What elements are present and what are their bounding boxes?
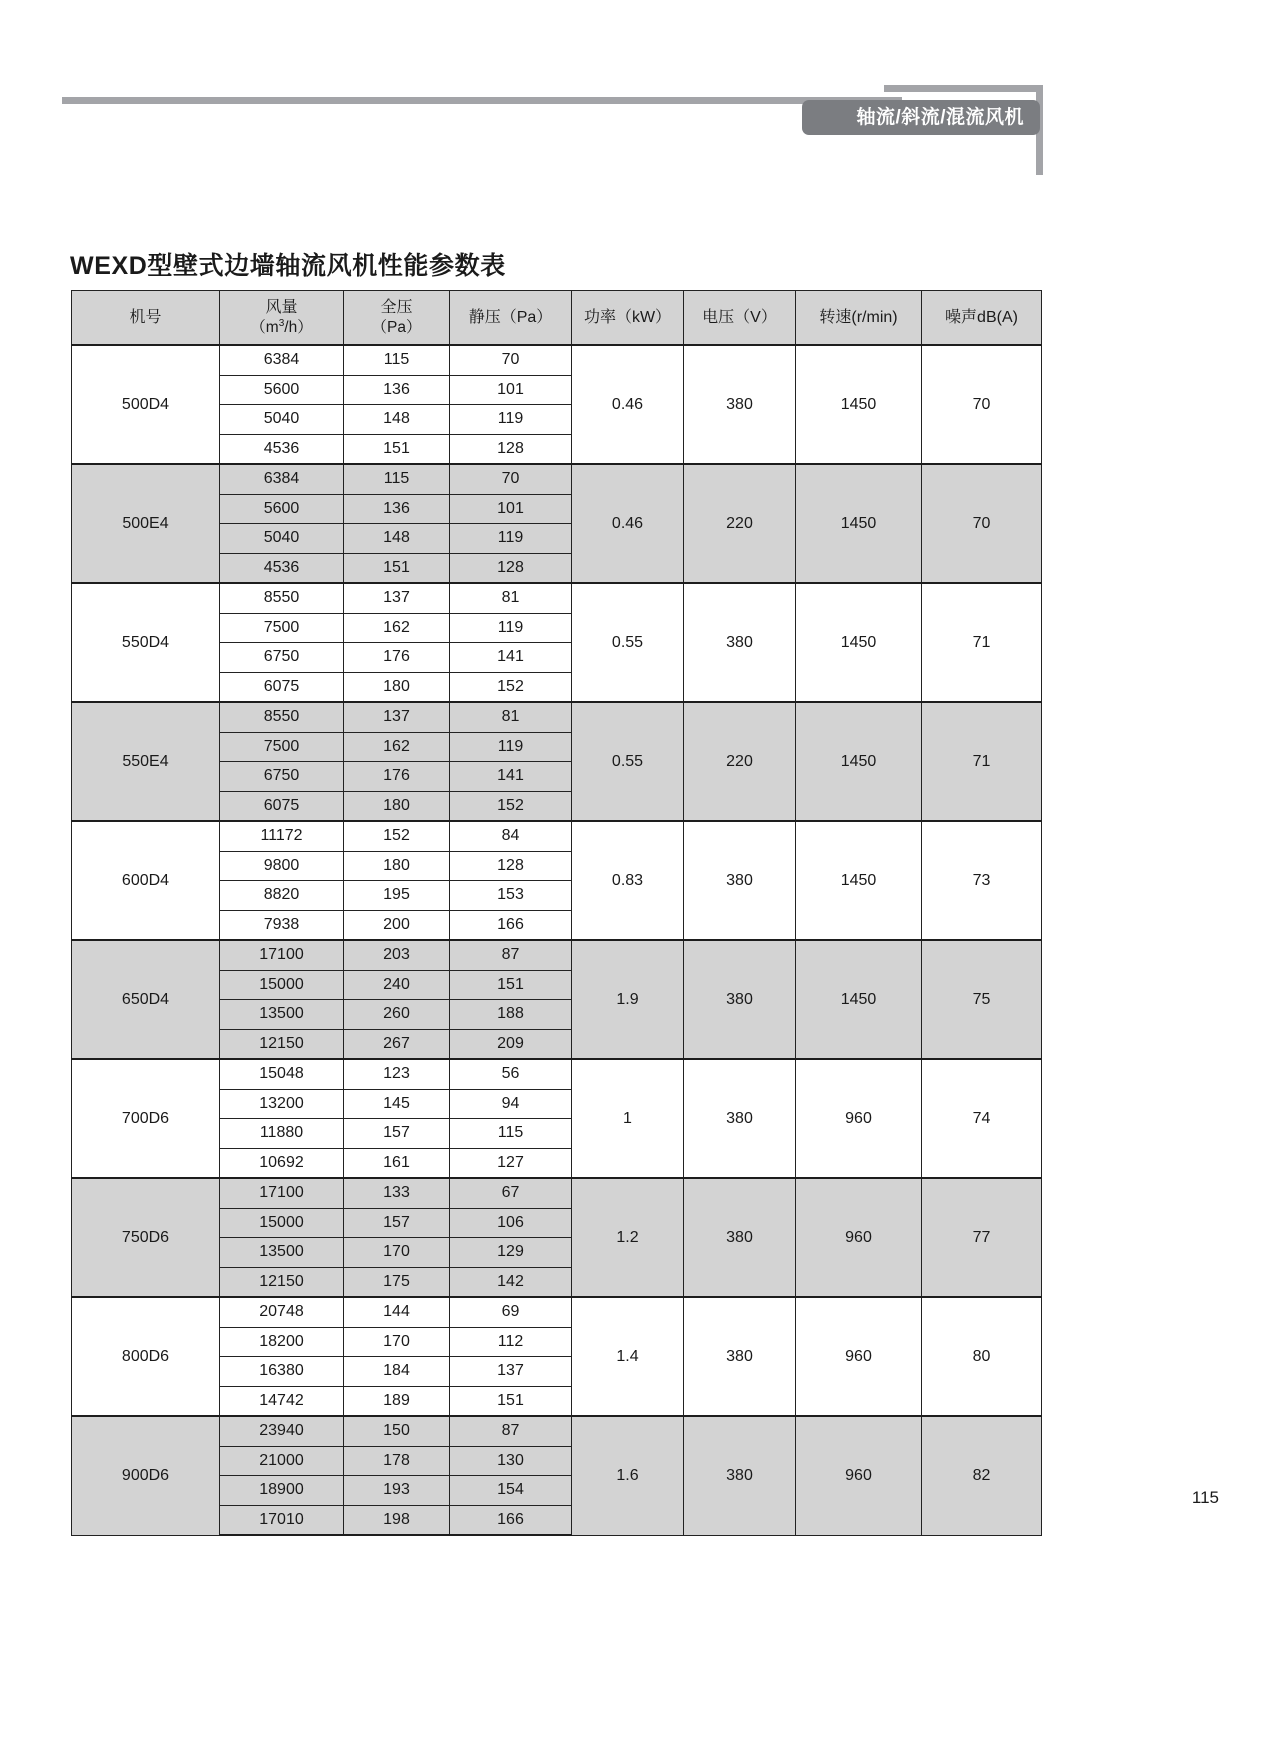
cell-flow: 14742 [220, 1386, 344, 1416]
cell-total: 189 [344, 1386, 450, 1416]
cell-static: 154 [450, 1476, 572, 1506]
column-header-noise [922, 291, 1042, 346]
cell-flow: 7500 [220, 732, 344, 762]
cell-static: 142 [450, 1267, 572, 1297]
column-header-power-label: 功率（kW） [583, 308, 672, 326]
cell-static: 119 [450, 732, 572, 762]
cell-total: 162 [344, 613, 450, 643]
table-row [72, 821, 1042, 851]
cell-total: 180 [344, 791, 450, 821]
page-number: 115 [1191, 1488, 1219, 1507]
cell-static: 70 [450, 345, 572, 375]
cell-flow: 12150 [220, 1029, 344, 1059]
cell-power: 0.46 [572, 464, 684, 583]
cell-flow: 6075 [220, 672, 344, 702]
cell-flow: 15000 [220, 970, 344, 1000]
table-row [72, 1059, 1042, 1089]
cell-static: 112 [450, 1327, 572, 1357]
cell-speed: 960 [796, 1416, 922, 1535]
cell-power: 1.6 [572, 1416, 684, 1535]
cell-static: 152 [450, 791, 572, 821]
cell-total: 180 [344, 851, 450, 881]
cell-speed: 1450 [796, 940, 922, 1059]
table-row [72, 583, 1042, 613]
cell-volt: 220 [684, 464, 796, 583]
column-header-model-label: 机号 [129, 308, 162, 326]
cell-static: 127 [450, 1148, 572, 1178]
cell-noise: 74 [922, 1059, 1042, 1178]
cell-power: 0.55 [572, 583, 684, 702]
cell-model: 750D6 [72, 1178, 220, 1297]
cell-total: 184 [344, 1357, 450, 1387]
cell-model: 550E4 [72, 702, 220, 821]
cell-total: 137 [344, 702, 450, 732]
cell-model: 500E4 [72, 464, 220, 583]
cell-volt: 380 [684, 940, 796, 1059]
cell-model: 500D4 [72, 345, 220, 464]
cell-static: 119 [450, 524, 572, 554]
cell-total: 170 [344, 1238, 450, 1268]
column-header-static-pressure [450, 291, 572, 346]
cell-total: 180 [344, 672, 450, 702]
cell-noise: 75 [922, 940, 1042, 1059]
cell-flow: 18900 [220, 1476, 344, 1506]
cell-power: 0.55 [572, 702, 684, 821]
cell-total: 175 [344, 1267, 450, 1297]
cell-flow: 8820 [220, 881, 344, 911]
cell-noise: 73 [922, 821, 1042, 940]
cell-speed: 960 [796, 1178, 922, 1297]
cell-static: 115 [450, 1119, 572, 1149]
cell-flow: 5040 [220, 524, 344, 554]
cell-flow: 15048 [220, 1059, 344, 1089]
cell-total: 148 [344, 524, 450, 554]
cell-flow: 7938 [220, 910, 344, 940]
cell-volt: 220 [684, 702, 796, 821]
cell-noise: 80 [922, 1297, 1042, 1416]
cell-total: 203 [344, 940, 450, 970]
header-rule-short [884, 85, 1036, 92]
cell-total: 162 [344, 732, 450, 762]
cell-speed: 960 [796, 1297, 922, 1416]
cell-static: 141 [450, 643, 572, 673]
cell-speed: 1450 [796, 821, 922, 940]
column-header-voltage [684, 291, 796, 346]
cell-flow: 6750 [220, 762, 344, 792]
section-tab [802, 100, 1040, 135]
column-header-voltage-label: 电压（V） [702, 308, 777, 326]
cell-static: 56 [450, 1059, 572, 1089]
spec-table-container [71, 290, 1041, 1536]
cell-noise: 71 [922, 583, 1042, 702]
cell-flow: 9800 [220, 851, 344, 881]
cell-total: 240 [344, 970, 450, 1000]
cell-total: 152 [344, 821, 450, 851]
cell-flow: 4536 [220, 434, 344, 464]
column-header-total-pressure-label: 全压 [380, 298, 413, 316]
cell-volt: 380 [684, 1178, 796, 1297]
cell-total: 136 [344, 375, 450, 405]
cell-static: 81 [450, 583, 572, 613]
cell-volt: 380 [684, 1059, 796, 1178]
cell-total: 178 [344, 1446, 450, 1476]
cell-speed: 960 [796, 1059, 922, 1178]
cell-volt: 380 [684, 583, 796, 702]
cell-total: 150 [344, 1416, 450, 1446]
cell-static: 119 [450, 405, 572, 435]
cell-static: 128 [450, 434, 572, 464]
cell-total: 176 [344, 643, 450, 673]
cell-speed: 1450 [796, 345, 922, 464]
column-header-speed [796, 291, 922, 346]
cell-volt: 380 [684, 1416, 796, 1535]
cell-speed: 1450 [796, 583, 922, 702]
cell-static: 153 [450, 881, 572, 911]
table-row [72, 1297, 1042, 1327]
page-title: WEXD型壁式边墙轴流风机性能参数表 [70, 252, 506, 280]
cell-static: 101 [450, 494, 572, 524]
cell-flow: 5040 [220, 405, 344, 435]
cell-total: 151 [344, 553, 450, 583]
page-header [0, 0, 1276, 200]
cell-flow: 7500 [220, 613, 344, 643]
cell-power: 1 [572, 1059, 684, 1178]
cell-static: 166 [450, 910, 572, 940]
table-head [72, 291, 1042, 346]
cell-flow: 13200 [220, 1089, 344, 1119]
cell-model: 900D6 [72, 1416, 220, 1535]
column-header-static-pressure-label: 静压（Pa） [468, 308, 553, 326]
cell-total: 193 [344, 1476, 450, 1506]
cell-total: 137 [344, 583, 450, 613]
cell-noise: 71 [922, 702, 1042, 821]
cell-power: 1.2 [572, 1178, 684, 1297]
cell-flow: 12150 [220, 1267, 344, 1297]
cell-flow: 6384 [220, 345, 344, 375]
cell-total: 157 [344, 1119, 450, 1149]
cell-total: 151 [344, 434, 450, 464]
cell-static: 106 [450, 1208, 572, 1238]
cell-noise: 70 [922, 345, 1042, 464]
cell-total: 267 [344, 1029, 450, 1059]
cell-volt: 380 [684, 345, 796, 464]
cell-static: 87 [450, 940, 572, 970]
cell-static: 128 [450, 553, 572, 583]
cell-static: 130 [450, 1446, 572, 1476]
table-header-row [72, 291, 1042, 346]
cell-flow: 5600 [220, 494, 344, 524]
cell-flow: 18200 [220, 1327, 344, 1357]
cell-flow: 6750 [220, 643, 344, 673]
cell-total: 176 [344, 762, 450, 792]
cell-flow: 8550 [220, 702, 344, 732]
table-row [72, 1178, 1042, 1208]
column-header-speed-label: 转速(r/min) [819, 308, 898, 326]
cell-static: 94 [450, 1089, 572, 1119]
table-row [72, 1416, 1042, 1446]
table-row [72, 940, 1042, 970]
cell-speed: 1450 [796, 702, 922, 821]
cell-flow: 4536 [220, 553, 344, 583]
cell-static: 84 [450, 821, 572, 851]
cell-flow: 21000 [220, 1446, 344, 1476]
cell-flow: 5600 [220, 375, 344, 405]
cell-flow: 11172 [220, 821, 344, 851]
table-row [72, 345, 1042, 375]
cell-power: 1.9 [572, 940, 684, 1059]
cell-total: 157 [344, 1208, 450, 1238]
cell-model: 650D4 [72, 940, 220, 1059]
column-header-model [72, 291, 220, 346]
cell-static: 87 [450, 1416, 572, 1446]
cell-power: 1.4 [572, 1297, 684, 1416]
cell-flow: 8550 [220, 583, 344, 613]
cell-static: 67 [450, 1178, 572, 1208]
cell-static: 166 [450, 1505, 572, 1535]
cell-noise: 82 [922, 1416, 1042, 1535]
cell-total: 145 [344, 1089, 450, 1119]
column-header-total-pressure [344, 291, 450, 346]
cell-static: 152 [450, 672, 572, 702]
cell-flow: 15000 [220, 1208, 344, 1238]
cell-total: 260 [344, 1000, 450, 1030]
cell-static: 81 [450, 702, 572, 732]
column-header-flow [220, 291, 344, 346]
cell-static: 151 [450, 1386, 572, 1416]
cell-static: 151 [450, 970, 572, 1000]
cell-flow: 23940 [220, 1416, 344, 1446]
cell-flow: 20748 [220, 1297, 344, 1327]
cell-static: 69 [450, 1297, 572, 1327]
cell-total: 170 [344, 1327, 450, 1357]
cell-static: 101 [450, 375, 572, 405]
cell-static: 119 [450, 613, 572, 643]
cell-total: 115 [344, 464, 450, 494]
cell-power: 0.83 [572, 821, 684, 940]
table-row [72, 702, 1042, 732]
cell-volt: 380 [684, 1297, 796, 1416]
cell-static: 141 [450, 762, 572, 792]
cell-model: 550D4 [72, 583, 220, 702]
cell-static: 188 [450, 1000, 572, 1030]
cell-total: 133 [344, 1178, 450, 1208]
table-body [72, 345, 1042, 1535]
cell-flow: 17100 [220, 940, 344, 970]
cell-total: 148 [344, 405, 450, 435]
cell-static: 70 [450, 464, 572, 494]
cell-model: 700D6 [72, 1059, 220, 1178]
cell-volt: 380 [684, 821, 796, 940]
header-rule-long [62, 97, 902, 104]
cell-static: 137 [450, 1357, 572, 1387]
cell-total: 144 [344, 1297, 450, 1327]
column-header-flow-unit: $(m^3/h)$ [250, 317, 313, 336]
cell-flow: 17100 [220, 1178, 344, 1208]
cell-total: 136 [344, 494, 450, 524]
cell-total: 195 [344, 881, 450, 911]
cell-total: 200 [344, 910, 450, 940]
cell-noise: 70 [922, 464, 1042, 583]
cell-static: 129 [450, 1238, 572, 1268]
cell-static: 128 [450, 851, 572, 881]
cell-flow: 17010 [220, 1505, 344, 1535]
performance-spec-table [71, 290, 1042, 1536]
cell-flow: 16380 [220, 1357, 344, 1387]
cell-noise: 77 [922, 1178, 1042, 1297]
cell-flow: 10692 [220, 1148, 344, 1178]
section-tab-label: 轴流/斜流/混流风机 [856, 107, 1024, 128]
cell-total: 198 [344, 1505, 450, 1535]
table-row [72, 464, 1042, 494]
cell-flow: 6384 [220, 464, 344, 494]
cell-static: 209 [450, 1029, 572, 1059]
cell-total: 161 [344, 1148, 450, 1178]
cell-power: 0.46 [572, 345, 684, 464]
cell-model: 800D6 [72, 1297, 220, 1416]
cell-model: 600D4 [72, 821, 220, 940]
column-header-power [572, 291, 684, 346]
cell-flow: 6075 [220, 791, 344, 821]
column-header-flow-label: 风量 [265, 298, 298, 316]
cell-speed: 1450 [796, 464, 922, 583]
cell-flow: 11880 [220, 1119, 344, 1149]
cell-total: 115 [344, 345, 450, 375]
cell-flow: 13500 [220, 1000, 344, 1030]
column-header-noise-label: 噪声dB(A) [945, 308, 1018, 326]
column-header-total-pressure-unit: （Pa） [371, 318, 422, 336]
cell-total: 123 [344, 1059, 450, 1089]
cell-flow: 13500 [220, 1238, 344, 1268]
